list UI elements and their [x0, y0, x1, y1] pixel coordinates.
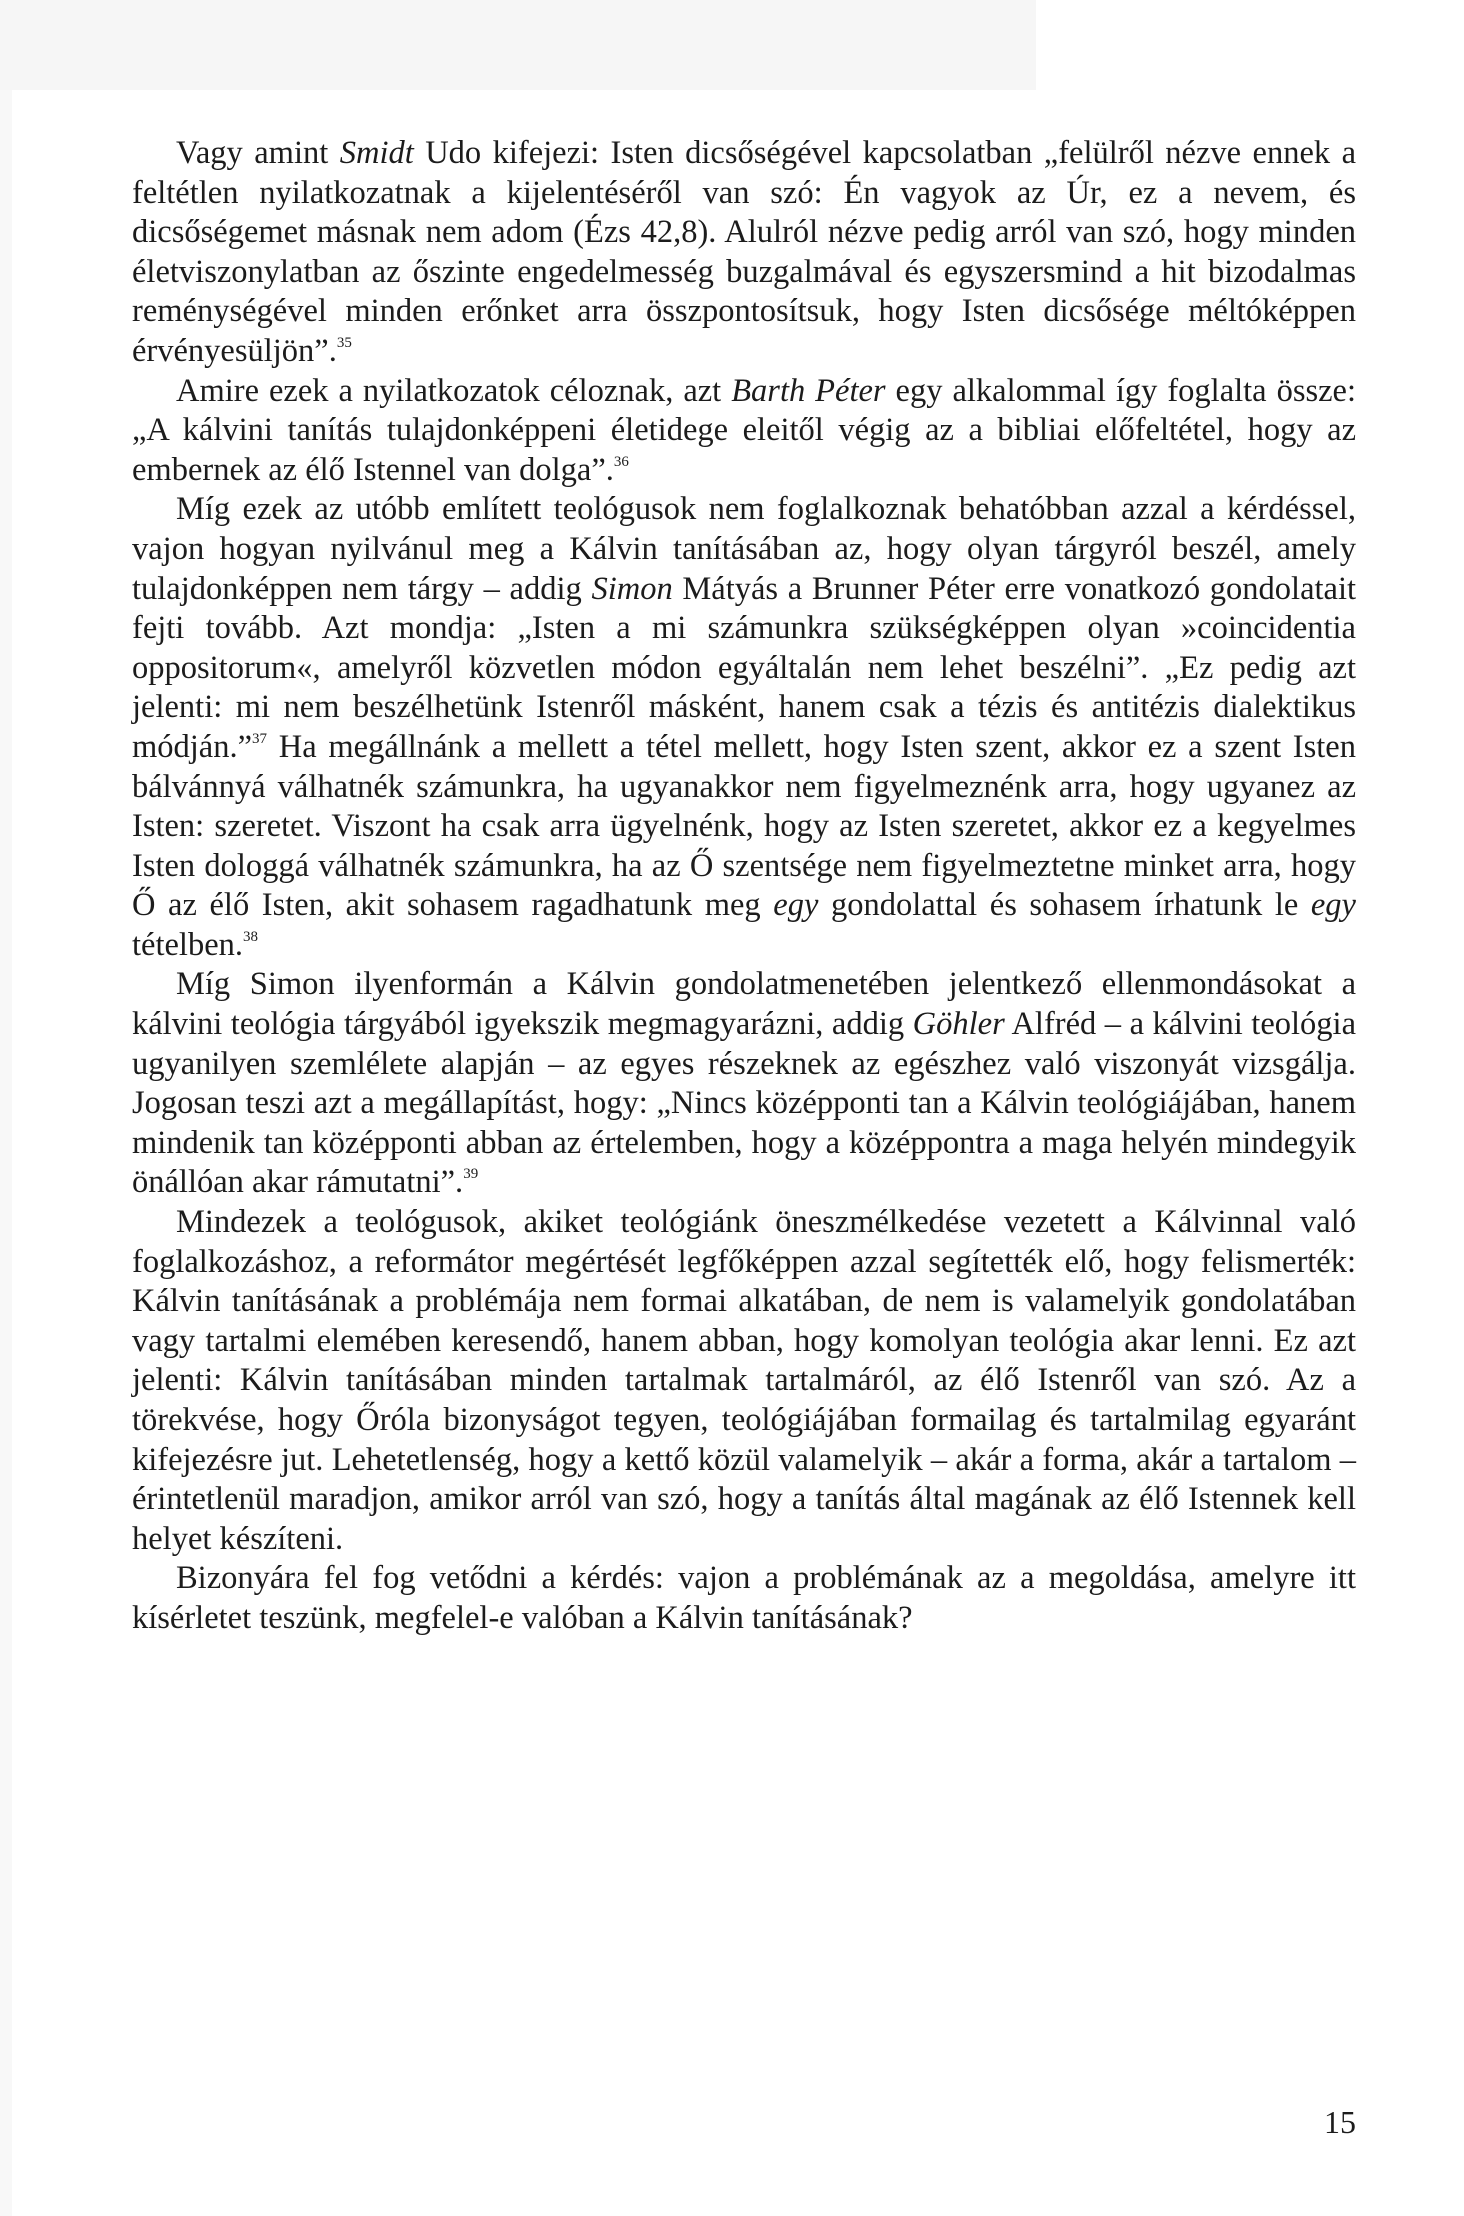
- text-run: Alfréd – a kálvini teológia ugyanilyen szemlélete alapján – az egyes részeknek az egészhez való viszonyát vizsgálja. Jogosan teszi azt a megállapítást, hogy: „Nincs középponti tan a Kálvin teológiájában, hanem mindenik tan középponti abban az értelemben, hogy a középpontra a maga helyén mindegyik önállóan akar rámutatni”.: [132, 1006, 1356, 1201]
- text-run: Míg Simon ilyenformán a Kálvin gondolatmenetében jelentkező ellenmondásokat a kálvini teológia tárgyából igyekszik megmagyarázni, addig: [132, 966, 1356, 1043]
- paragraph-smidt: [132, 134, 1356, 372]
- text-run: gondolattal és sohasem írhatunk le: [818, 887, 1311, 924]
- scan-shadow-top: [0, 0, 1036, 90]
- paragraph-theologians: [132, 1203, 1356, 1559]
- text-run: Udo kifejezi: Isten dicsőségével kapcsolatban „felülről nézve ennek a feltétlen nyilatkozatnak a kijelentéséről van szó: Én vagyok az Úr, ez a nevem, és dicsőségemet másnak nem adom (Ézs 42,8). Alulról nézve pedig arról van szó, hogy minden életviszonylatban az őszinte engedelmesség buzgalmával és egyszersmind a hit bizodalmas reménységével minden erőnket arra összpontosítsuk, hogy Isten dicsősége méltóképpen érvényesüljön”.: [132, 135, 1356, 369]
- text-run: Ha megállnánk a mellett a tétel mellett, hogy Isten szent, akkor ez a szent Isten bálvánnyá válhatnék számunkra, ha ugyanakkor nem figyelmeznénk arra, hogy ugyanez az Isten: szeretet. Viszont ha csak arra ügyelnénk, hogy az Isten szeretet, akkor ez a kegyelmes Isten dologgá válhatnék számunkra, ha az Ő szentsége nem figyelmeztetne minket arra, hogy Ő az élő Isten, akit sohasem ragadhatunk meg: [132, 728, 1356, 924]
- text-run: tételben.: [132, 926, 243, 963]
- italic-name: Smidt: [339, 135, 414, 171]
- paragraph-simon: [132, 490, 1356, 965]
- italic-name: Göhler: [912, 1006, 1005, 1043]
- footnote-ref: 35: [336, 334, 352, 351]
- paragraph-barth: [132, 372, 1356, 491]
- paragraph-gohler: [132, 965, 1356, 1203]
- text-run: Mátyás a Brunner Péter erre vonatkozó gondolatait fejti tovább. Azt mondja: „Isten a mi számunkra szükségképpen olyan »coincidentia oppositorum«, amelyről közvetlen módon egyáltalán nem lehet beszélni”. „Ez pedig azt jelenti: mi nem beszélhetünk Istenről másként, hanem csak a tézis és antitézis dialektikus módján.”: [132, 570, 1357, 765]
- footnote-ref: 39: [463, 1166, 479, 1183]
- page-body-text: [132, 134, 1356, 1639]
- text-run: Bizonyára fel fog vetődni a kérdés: vajon a problémának az a megoldása, amelyre itt kísérletet teszünk, megfelel-e valóban a Kálvin tanításának?: [132, 1560, 1356, 1636]
- text-run: Míg ezek az utóbb említett teológusok nem foglalkoznak behatóbban azzal a kérdéssel, vajon hogyan nyilvánul meg a Kálvin tanításában az, hogy olyan tárgyról beszél, amely tulajdonképpen nem tárgy – addig: [132, 491, 1356, 607]
- text-run: Mindezek a teológusok, akiket teológiánk öneszmélkedése vezetett a Kálvinnal való foglalkozáshoz, a reformátor megértését legfőképpen azzal segítették elő, hogy felismerték: Kálvin tanításának a problémája nem formai alkatában, de nem is valamelyik gondolatában vagy tartalmi elemében keresendő, hanem abban, hogy komolyan teológia akar lenni. Ez azt jelenti: Kálvin tanításában minden tartalmak tartalmáról, az élő Istenről van szó. Az a törekvése, hogy Őróla bizonyságot tegyen, teológiájában formailag és tartalmilag egyaránt kifejezésre jut. Lehetetlenség, hogy a kettő közül valamelyik – akár a forma, akár a tartalom – érintetlenül maradjon, amikor arról van szó, hogy a tanítás által magának az élő Istennek kell helyet készíteni.: [132, 1204, 1356, 1557]
- italic-name: Simon: [591, 570, 673, 607]
- page-number: 15: [1324, 2104, 1356, 2140]
- footnote-ref: 37: [252, 730, 268, 747]
- scan-shadow-left: [0, 90, 12, 2216]
- italic-name: egy: [1310, 887, 1356, 924]
- text-run: egy alkalommal így foglalta össze: „A kálvini tanítás tulajdonképpeni életidege eleitől végig az a bibliai előfeltétel, hogy az embernek az élő Istennel van dolga”.: [132, 372, 1356, 488]
- italic-name: egy: [773, 887, 819, 924]
- text-run: Amire ezek a nyilatkozatok céloznak, azt: [176, 372, 732, 409]
- footnote-ref: 36: [613, 453, 629, 470]
- paragraph-question: [132, 1559, 1356, 1638]
- footnote-ref: 38: [243, 928, 258, 945]
- text-run: Vagy amint: [176, 135, 340, 171]
- italic-name: Barth Péter: [731, 372, 886, 409]
